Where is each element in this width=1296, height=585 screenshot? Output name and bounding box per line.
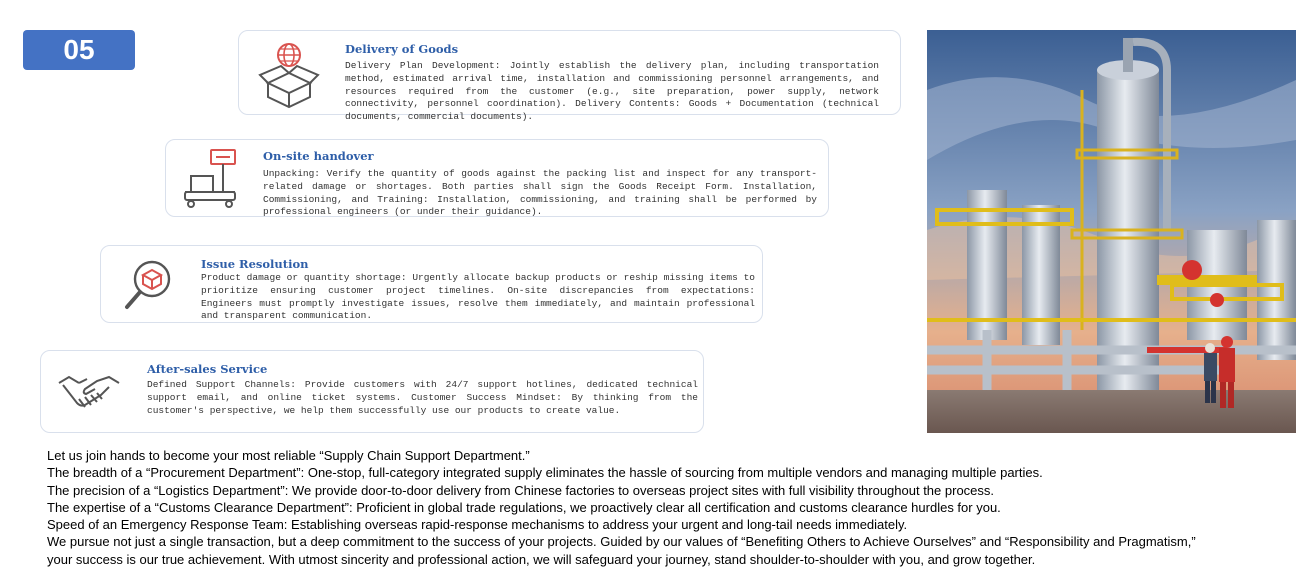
step-number-badge: 05 [23, 30, 135, 70]
issue-resolution-card [100, 245, 763, 323]
step-description: Defined Support Channels: Provide customers with 24/7 support hotlines, dedicated technical support email, and online ticket systems. Customer Success Mindset: By thinking from the customer's perspective, we help them successfully use our products to create value. [147, 379, 698, 416]
statement-line: We pursue not just a single transaction, but a deep commitment to the success of your projects. Guided by our values of “Benefiting Others to Achieve Ourselves” and “Responsibility and Pragmatism,” [47, 534, 1196, 550]
scale-icon [181, 148, 241, 210]
statement-line: The precision of a “Logistics Department”: We provide door-to-door delivery from Chinese factories to overseas project sites with full visibility throughout the process. [47, 482, 995, 498]
delivery-of-goods-card [238, 30, 901, 123]
step-description: Product damage or quantity shortage: Urgently allocate backup products or reship missing items to prioritize ensuring customer project timelines. On-site discrepancies from expectations: Engineers must promptly investigate issues, resolve them immediately, and maintain professional and transparent communication. [201, 272, 755, 322]
after-sales-service-card [40, 350, 704, 433]
handshake-icon [57, 369, 121, 417]
step-title: On-site handover [263, 149, 374, 163]
statement-line: Speed of an Emergency Response Team: Establishing overseas rapid-response mechanisms to address your urgent and long-tail needs immediately. [47, 517, 908, 533]
on-site-handover-card [165, 139, 829, 217]
closing-statement [47, 447, 1287, 568]
step-title: Delivery of Goods [345, 42, 459, 56]
step-description: Delivery Plan Development: Jointly establish the delivery plan, including transportation method, estimated arrival time, installation and commissioning personnel arrangements, and resources required from the customer (e.g., site preparation, power supply, network connectivity, personnel coordination). Delivery Contents: Goods + Documentation (technical documents, commercial documents). [345, 60, 879, 123]
magnifier-box-icon [119, 255, 179, 313]
statement-line: Let us join hands to become your most reliable “Supply Chain Support Department.” [47, 448, 530, 463]
step-title: After-sales Service [147, 362, 268, 376]
step-title: Issue Resolution [201, 257, 309, 271]
industrial-plant-photo [927, 30, 1296, 433]
statement-line: your success is our true achievement. With utmost sincerity and professional action, we will safeguard your journey, stand shoulder-to-shoulder with you, and grow together. [47, 551, 1036, 567]
statement-line: The breadth of a “Procurement Department”: One-stop, full-category integrated supply eliminates the hassle of sourcing from multiple vendors and managing multiple parties. [47, 465, 1043, 481]
statement-line: The expertise of a “Customs Clearance Department”: Proficient in global trade regulations, we proactively clear all certification and customs clearance hurdles for you. [47, 499, 1001, 515]
globe-box-icon [254, 39, 324, 109]
step-description: Unpacking: Verify the quantity of goods against the packing list and inspect for any transport-related damage or shortages. Both parties shall sign the Goods Receipt Form. Installation, Commissioning, and Training: Installation, commissioning, and training shall be performed by professional engineers (or under their guidance). [263, 168, 817, 218]
